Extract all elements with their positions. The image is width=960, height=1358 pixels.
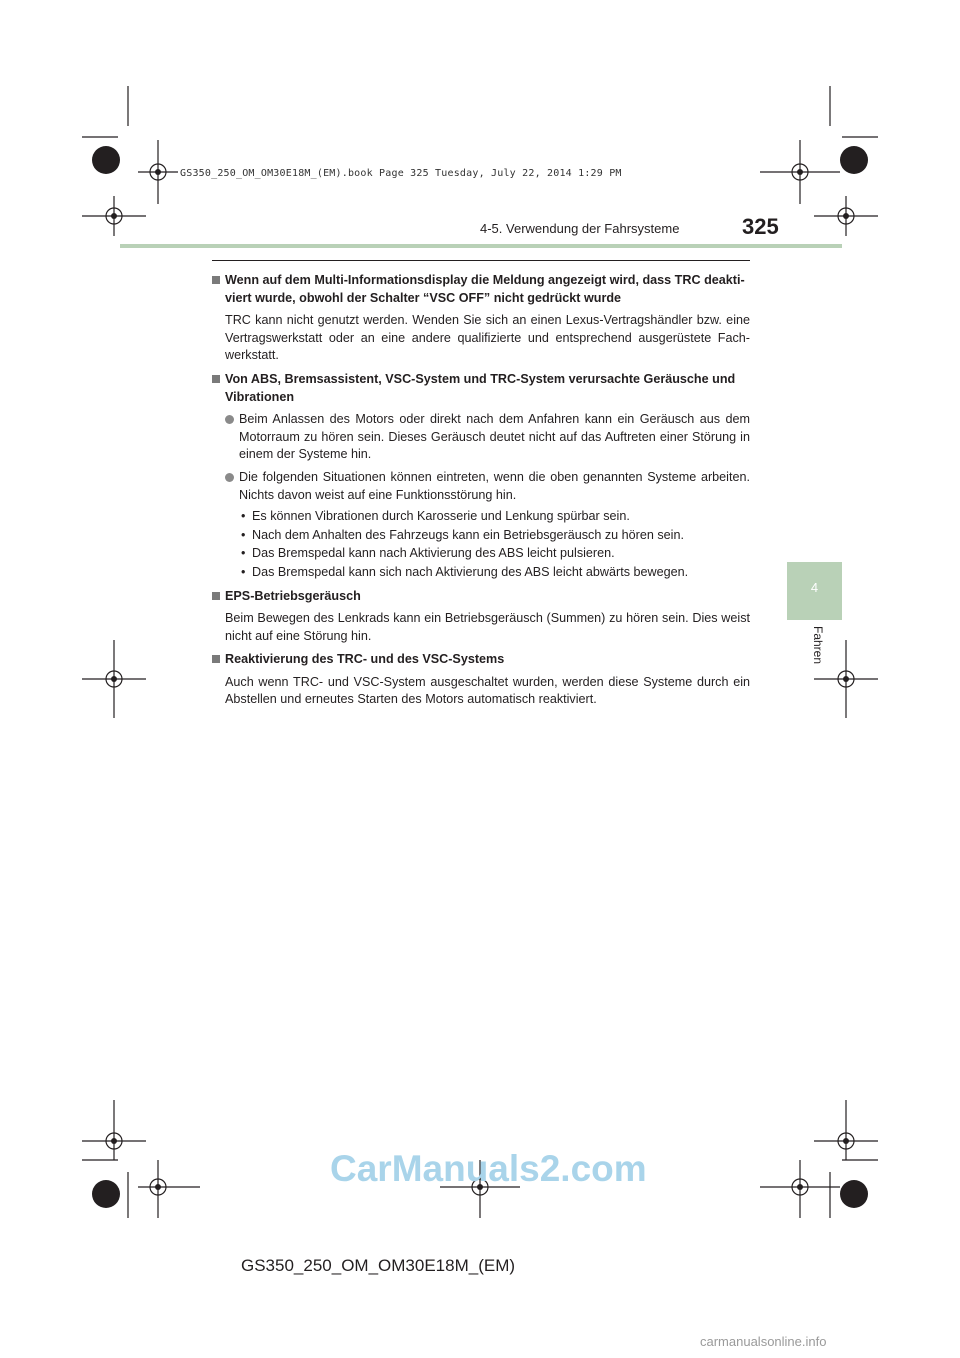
- sub-list-item: • Das Bremspedal kann nach Aktivierung des ABS leicht pulsieren.: [241, 546, 615, 561]
- watermark-bottom-link[interactable]: carmanualsonline.info: [700, 1334, 827, 1349]
- section-heading: EPS-Betriebsgeräusch: [212, 588, 750, 606]
- square-bullet-icon: [212, 276, 220, 284]
- square-bullet-icon: [212, 655, 220, 663]
- page-number: 325: [742, 214, 779, 239]
- print-info-line: GS350_250_OM_OM30E18M_(EM).book Page 325 Tuesday, July 22, 2014 1:29 PM: [180, 168, 622, 179]
- section-heading: Wenn auf dem Multi-Informationsdisplay die Meldung angezeigt wird, dass TRC deakti-viert wurde, obwohl der Schalter “VSC OFF” nicht gedrückt wurde: [212, 272, 750, 307]
- section-heading: Reaktivierung des TRC- und des VSC-Systems: [212, 651, 750, 669]
- section-text: TRC kann nicht genutzt werden. Wenden Sie sich an einen Lexus-Vertragshändler bzw. eine Vertragswerkstatt oder an eine andere qualifizierte und entsprechend ausgerüstete Fach-werkstatt.: [225, 313, 750, 363]
- circle-bullet-icon: [225, 415, 234, 424]
- page-content: [212, 266, 750, 709]
- chapter-tab: 4: [787, 562, 842, 620]
- footer-doc-code: GS350_250_OM_OM30E18M_(EM): [241, 1256, 516, 1275]
- chapter-name: Fahren: [811, 626, 825, 665]
- header-rule: [120, 244, 842, 248]
- list-item: Beim Anlassen des Motors oder direkt nach dem Anfahren kann ein Geräusch aus dem Motorraum zu hören sein. Dieses Geräusch deutet nicht auf das Auftreten einer Störung in einem der Systeme hin.: [212, 411, 750, 464]
- section-title: 4-5. Verwendung der Fahrsysteme: [480, 221, 680, 236]
- square-bullet-icon: [212, 375, 220, 383]
- section-text: Auch wenn TRC- und VSC-System ausgeschaltet wurden, werden diese Systeme durch ein Abstellen und erneutes Starten des Motors automatisch reaktiviert.: [225, 674, 750, 707]
- section-text: Beim Bewegen des Lenkrads kann ein Betriebsgeräusch (Summen) zu hören sein. Dies weist nicht auf eine Störung hin.: [225, 611, 750, 643]
- watermark-link[interactable]: CarManuals2.com: [330, 1148, 647, 1189]
- square-bullet-icon: [212, 592, 220, 600]
- section-heading: Von ABS, Bremsassistent, VSC-System und TRC-System verursachte Geräusche und Vibrationen: [212, 371, 750, 406]
- sub-list-item: • Nach dem Anhalten des Fahrzeugs kann ein Betriebsgeräusch zu hören sein.: [241, 527, 684, 542]
- sub-list-item: • Das Bremspedal kann sich nach Aktivierung des ABS leicht abwärts bewegen.: [241, 564, 689, 579]
- sub-list-item: • Es können Vibrationen durch Karosserie und Lenkung spürbar sein.: [241, 509, 630, 524]
- content-top-rule: [212, 260, 750, 261]
- circle-bullet-icon: [225, 473, 234, 482]
- list-item: Die folgenden Situationen können eintreten, wenn die oben genannten Systeme arbeiten. Nichts davon weist auf eine Funktionsstörung hin.: [212, 469, 750, 504]
